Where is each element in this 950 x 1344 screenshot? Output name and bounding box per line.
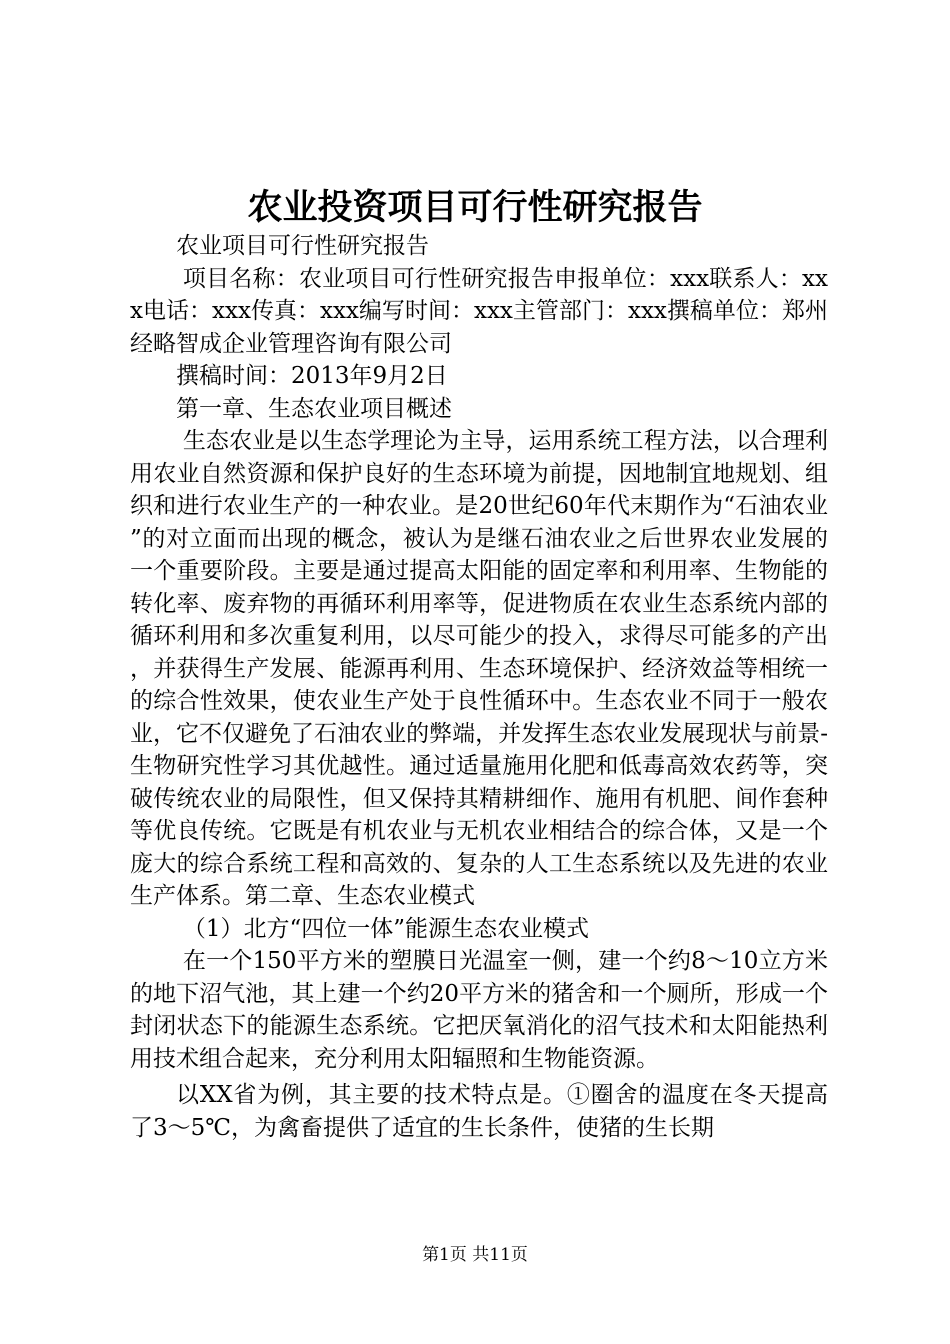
paragraph-date: 撰稿时间：2013年9月2日 <box>176 363 448 389</box>
paragraph-model-description: 在一个150平方米的塑膜日光温室一侧，建一个约8～10立方米的地下沼气池，其上建一个约20平方米的猪舍和一个厕所，形成一个封闭状态下的能源生态系统。它把厌氧消化的沼气技术和太阳能热利用技术组合起来，充分利用太阳辐照和生物能资源。 <box>130 948 828 1072</box>
paragraph-overview: 生态农业是以生态学理论为主导，运用系统工程方法，以合理利用农业自然资源和保护良好的生态环境为前提，因地制宜地规划、组织和进行农业生产的一种农业。是20世纪60年代末期作为“石油农业”的对立面而出现的概念，被认为是继石油农业之后世界农业发展的一个重要阶段。主要是通过提高太阳能的固定率和利用率、生物能的转化率、废弃物的再循环利用率等，促进物质在农业生态系统内部的循环利用和多次重复利用，以尽可能少的投入，求得尽可能多的产出，并获得生产发展、能源再利用、生态环境保护、经济效益等相统一的综合性效果，使农业生产处于良性循环中。生态农业不同于一般农业，它不仅避免了石油农业的弊端，并发挥生态农业发展现状与前景-生物研究性学习其优越性。通过适量施用化肥和低毒高效农药等，突破传统农业的局限性，但又保持其精耕细作、施用有机肥、间作套种等优良传统。它既是有机农业与无机农业相结合的综合体，又是一个庞大的综合系统工程和高效的、复杂的人工生态系统以及先进的农业生产体系。第二章、生态农业模式 <box>130 428 828 909</box>
paragraph-subtitle: 农业项目可行性研究报告 <box>176 233 429 259</box>
document-title: 农业投资项目可行性研究报告 <box>247 187 703 228</box>
paragraph-chapter-heading: 第一章、生态农业项目概述 <box>176 395 452 422</box>
paragraph-project-info: 项目名称：农业项目可行性研究报告申报单位：xxx联系人：xxx电话：xxx传真：xxx编写时间：xxx主管部门：xxx撰稿单位：郑州经略智成企业管理咨询有限公司 <box>130 265 828 357</box>
paragraph-model-heading: （1）北方“四位一体”能源生态农业模式 <box>182 915 590 942</box>
page-footer: 第1页 共11页 <box>422 1245 528 1265</box>
paragraph-technical-features: 以XX省为例，其主要的技术特点是。①圈舍的温度在冬天提高了3～5℃，为禽畜提供了适宜的生长条件，使猪的生长期 <box>130 1082 828 1141</box>
document-body <box>130 230 828 1144</box>
